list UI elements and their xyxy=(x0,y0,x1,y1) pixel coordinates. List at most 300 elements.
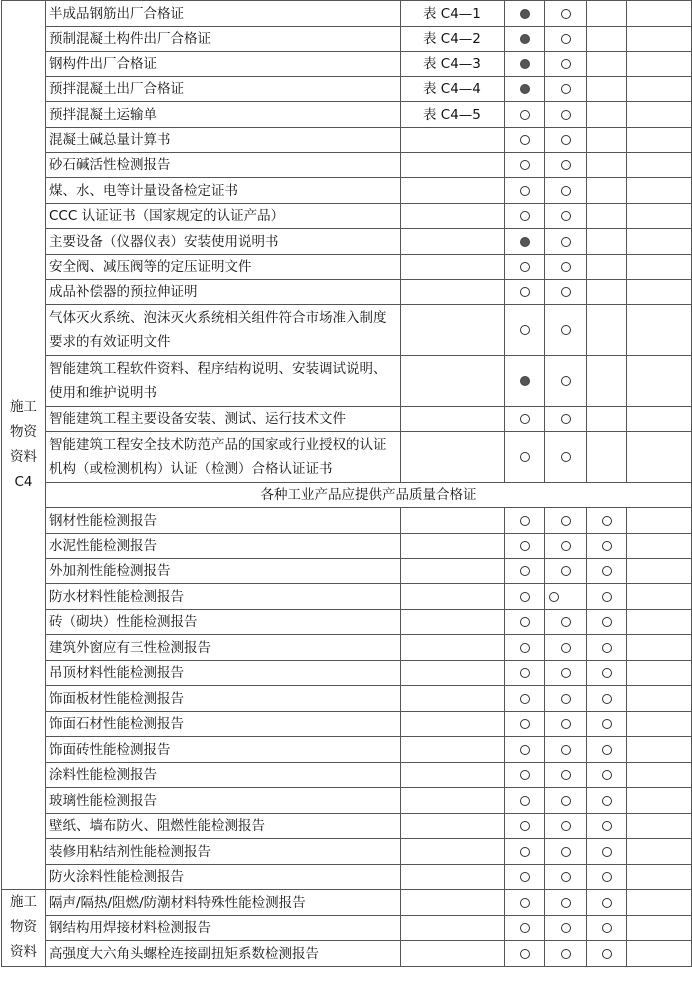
form-code xyxy=(401,584,505,610)
hollow-circle-icon xyxy=(561,668,571,678)
category-cell xyxy=(2,1,46,890)
hollow-circle-icon xyxy=(561,186,571,196)
mark-cell xyxy=(545,865,587,890)
hollow-circle-icon xyxy=(602,872,612,882)
mark-cell xyxy=(505,865,545,890)
mark-cell xyxy=(545,763,587,788)
hollow-circle-icon xyxy=(520,262,530,272)
mark-cell xyxy=(627,305,692,356)
hollow-circle-icon xyxy=(561,719,571,729)
mark-cell xyxy=(627,229,692,255)
section-row xyxy=(2,483,692,508)
item-name: 涂料性能检测报告 xyxy=(46,763,401,788)
item-name: 壁纸、墙布防火、阻燃性能检测报告 xyxy=(46,814,401,839)
hollow-circle-icon xyxy=(520,668,530,678)
mark-cell xyxy=(505,280,545,305)
table-row xyxy=(2,763,692,788)
mark-cell xyxy=(505,128,545,153)
category-label-line: 物资 xyxy=(10,919,37,935)
mark-cell xyxy=(545,128,587,153)
item-name: 装修用粘结剂性能检测报告 xyxy=(46,839,401,865)
mark-cell xyxy=(505,712,545,737)
mark-cell xyxy=(545,508,587,534)
mark-cell xyxy=(545,839,587,865)
mark-cell xyxy=(587,407,627,432)
hollow-circle-icon xyxy=(520,847,530,857)
mark-cell xyxy=(545,204,587,229)
hollow-circle-icon xyxy=(520,923,530,933)
mark-cell xyxy=(545,27,587,52)
item-name: 预拌混凝土出厂合格证 xyxy=(46,77,401,102)
mark-cell xyxy=(587,916,627,941)
mark-cell xyxy=(627,814,692,839)
hollow-circle-icon xyxy=(561,566,571,576)
mark-cell xyxy=(545,432,587,483)
mark-cell xyxy=(627,432,692,483)
mark-cell xyxy=(505,204,545,229)
hollow-circle-icon xyxy=(602,821,612,831)
table-row xyxy=(2,737,692,763)
hollow-circle-icon xyxy=(602,770,612,780)
mark-cell xyxy=(587,890,627,916)
item-name: 砖（砌块）性能检测报告 xyxy=(46,610,401,635)
mark-cell xyxy=(587,432,627,483)
hollow-circle-icon xyxy=(602,719,612,729)
form-code: 表 C4—3 xyxy=(401,52,505,77)
form-code xyxy=(401,788,505,814)
filled-circle-icon xyxy=(520,9,530,19)
mark-cell xyxy=(505,890,545,916)
mark-cell xyxy=(505,255,545,280)
hollow-circle-icon xyxy=(520,821,530,831)
hollow-circle-icon xyxy=(561,325,571,335)
mark-cell xyxy=(627,916,692,941)
mark-cell xyxy=(505,102,545,128)
item-name: 水泥性能检测报告 xyxy=(46,534,401,559)
mark-cell xyxy=(627,508,692,534)
mark-cell xyxy=(505,559,545,584)
mark-cell xyxy=(505,407,545,432)
form-code xyxy=(401,508,505,534)
mark-cell xyxy=(587,865,627,890)
form-code xyxy=(401,178,505,204)
hollow-circle-icon xyxy=(520,452,530,462)
form-code xyxy=(401,686,505,712)
mark-cell xyxy=(587,788,627,814)
filled-circle-icon xyxy=(520,376,530,386)
mark-cell xyxy=(627,407,692,432)
hollow-circle-icon xyxy=(561,135,571,145)
item-name: 混凝土碱总量计算书 xyxy=(46,128,401,153)
form-code xyxy=(401,204,505,229)
hollow-circle-icon xyxy=(602,923,612,933)
hollow-circle-icon xyxy=(561,898,571,908)
hollow-circle-icon xyxy=(561,516,571,526)
hollow-circle-icon xyxy=(520,135,530,145)
mark-cell xyxy=(627,788,692,814)
form-code xyxy=(401,916,505,941)
table-row xyxy=(2,916,692,941)
table-row xyxy=(2,27,692,52)
item-name: 半成品钢筋出厂合格证 xyxy=(46,1,401,27)
hollow-circle-icon xyxy=(520,186,530,196)
mark-cell xyxy=(627,661,692,686)
hollow-circle-icon xyxy=(520,898,530,908)
form-code: 表 C4—1 xyxy=(401,1,505,27)
table-row xyxy=(2,305,692,356)
mark-cell xyxy=(587,229,627,255)
hollow-circle-icon xyxy=(520,160,530,170)
mark-cell xyxy=(587,178,627,204)
hollow-circle-icon xyxy=(520,872,530,882)
form-code xyxy=(401,661,505,686)
mark-cell xyxy=(505,229,545,255)
hollow-circle-icon xyxy=(561,84,571,94)
mark-cell xyxy=(627,178,692,204)
category-label-line: 施工 xyxy=(10,894,37,910)
item-name: 外加剂性能检测报告 xyxy=(46,559,401,584)
mark-cell xyxy=(627,610,692,635)
mark-cell xyxy=(627,1,692,27)
mark-cell xyxy=(627,204,692,229)
filled-circle-icon xyxy=(520,34,530,44)
mark-cell xyxy=(627,839,692,865)
hollow-circle-icon xyxy=(520,770,530,780)
hollow-circle-icon xyxy=(602,898,612,908)
hollow-circle-icon xyxy=(520,541,530,551)
hollow-circle-icon xyxy=(561,847,571,857)
hollow-circle-icon xyxy=(561,541,571,551)
mark-cell xyxy=(587,52,627,77)
mark-cell xyxy=(545,534,587,559)
table-row xyxy=(2,661,692,686)
item-name: 智能建筑工程软件资料、程序结构说明、安装调试说明、使用和维护说明书 xyxy=(46,356,401,407)
mark-cell xyxy=(545,153,587,178)
mark-cell xyxy=(627,737,692,763)
category-label-line: 施工 xyxy=(10,399,37,415)
hollow-circle-icon xyxy=(520,414,530,424)
item-name: 煤、水、电等计量设备检定证书 xyxy=(46,178,401,204)
item-name: 钢结构用焊接材料检测报告 xyxy=(46,916,401,941)
item-name: 防水材料性能检测报告 xyxy=(46,584,401,610)
mark-cell xyxy=(587,128,627,153)
mark-cell xyxy=(587,356,627,407)
item-name: 气体灭火系统、泡沫灭火系统相关组件符合市场准入制度要求的有效证明文件 xyxy=(46,305,401,356)
hollow-circle-icon xyxy=(561,34,571,44)
mark-cell xyxy=(505,737,545,763)
mark-cell xyxy=(545,814,587,839)
mark-cell xyxy=(545,890,587,916)
item-name: CCC 认证证书（国家规定的认证产品） xyxy=(46,204,401,229)
mark-cell xyxy=(627,890,692,916)
mark-cell xyxy=(587,661,627,686)
mark-cell xyxy=(587,280,627,305)
table-row xyxy=(2,686,692,712)
mark-cell xyxy=(505,661,545,686)
mark-cell xyxy=(587,305,627,356)
hollow-circle-icon xyxy=(561,617,571,627)
mark-cell xyxy=(545,916,587,941)
item-name: 饰面砖性能检测报告 xyxy=(46,737,401,763)
hollow-circle-icon xyxy=(520,110,530,120)
mark-cell xyxy=(587,763,627,788)
table-row xyxy=(2,865,692,890)
table-row xyxy=(2,77,692,102)
mark-cell xyxy=(545,941,587,967)
item-name: 安全阀、减压阀等的定压证明文件 xyxy=(46,255,401,280)
item-name: 隔声/隔热/阻燃/防潮材料特殊性能检测报告 xyxy=(46,890,401,916)
item-name: 饰面板材性能检测报告 xyxy=(46,686,401,712)
hollow-circle-icon xyxy=(520,516,530,526)
mark-cell xyxy=(545,52,587,77)
hollow-circle-icon xyxy=(561,643,571,653)
table-row xyxy=(2,814,692,839)
mark-cell xyxy=(587,204,627,229)
hollow-circle-icon xyxy=(561,949,571,959)
mark-cell xyxy=(505,788,545,814)
hollow-circle-icon xyxy=(520,643,530,653)
mark-cell xyxy=(545,635,587,661)
hollow-circle-icon xyxy=(602,668,612,678)
mark-cell xyxy=(587,712,627,737)
mark-cell xyxy=(505,508,545,534)
hollow-circle-icon xyxy=(561,745,571,755)
hollow-circle-icon xyxy=(602,643,612,653)
hollow-circle-icon xyxy=(602,796,612,806)
item-name: 钢构件出厂合格证 xyxy=(46,52,401,77)
section-title: 各种工业产品应提供产品质量合格证 xyxy=(46,483,692,508)
hollow-circle-icon xyxy=(602,847,612,857)
table-row xyxy=(2,128,692,153)
mark-cell xyxy=(545,229,587,255)
mark-cell xyxy=(587,839,627,865)
form-code xyxy=(401,356,505,407)
mark-cell xyxy=(545,305,587,356)
mark-cell xyxy=(505,686,545,712)
mark-cell xyxy=(545,712,587,737)
mark-cell xyxy=(587,635,627,661)
filled-circle-icon xyxy=(520,237,530,247)
hollow-circle-icon xyxy=(561,160,571,170)
hollow-circle-icon xyxy=(520,211,530,221)
mark-cell xyxy=(587,559,627,584)
table-row xyxy=(2,839,692,865)
mark-cell xyxy=(505,916,545,941)
hollow-circle-icon xyxy=(520,325,530,335)
mark-cell xyxy=(545,610,587,635)
mark-cell xyxy=(545,686,587,712)
hollow-circle-icon xyxy=(561,211,571,221)
table-row xyxy=(2,559,692,584)
item-name: 预拌混凝土运输单 xyxy=(46,102,401,128)
form-code: 表 C4—5 xyxy=(401,102,505,128)
mark-cell xyxy=(587,102,627,128)
form-code xyxy=(401,737,505,763)
mark-cell xyxy=(627,534,692,559)
mark-cell xyxy=(505,635,545,661)
item-name: 吊顶材料性能检测报告 xyxy=(46,661,401,686)
mark-cell xyxy=(587,508,627,534)
table-row xyxy=(2,229,692,255)
mark-cell xyxy=(505,27,545,52)
mark-cell xyxy=(627,280,692,305)
form-code xyxy=(401,255,505,280)
hollow-circle-icon xyxy=(549,592,559,602)
filled-circle-icon xyxy=(520,59,530,69)
table-row xyxy=(2,610,692,635)
mark-cell xyxy=(545,1,587,27)
mark-cell xyxy=(627,584,692,610)
mark-cell xyxy=(627,153,692,178)
mark-cell xyxy=(627,356,692,407)
table-row xyxy=(2,102,692,128)
mark-cell xyxy=(587,737,627,763)
form-code: 表 C4—2 xyxy=(401,27,505,52)
mark-cell xyxy=(545,356,587,407)
hollow-circle-icon xyxy=(602,745,612,755)
form-code: 表 C4—4 xyxy=(401,77,505,102)
table-row xyxy=(2,356,692,407)
hollow-circle-icon xyxy=(561,414,571,424)
item-name: 高强度大六角头螺栓连接副扭矩系数检测报告 xyxy=(46,941,401,967)
mark-cell xyxy=(627,77,692,102)
mark-cell xyxy=(627,27,692,52)
hollow-circle-icon xyxy=(520,949,530,959)
mark-cell xyxy=(587,153,627,178)
category-label-line: 资料 xyxy=(10,449,37,465)
hollow-circle-icon xyxy=(520,796,530,806)
hollow-circle-icon xyxy=(602,949,612,959)
category-cell xyxy=(2,890,46,967)
hollow-circle-icon xyxy=(561,872,571,882)
mark-cell xyxy=(627,635,692,661)
form-code xyxy=(401,407,505,432)
hollow-circle-icon xyxy=(561,923,571,933)
mark-cell xyxy=(505,584,545,610)
mark-cell xyxy=(545,407,587,432)
mark-cell xyxy=(627,686,692,712)
hollow-circle-icon xyxy=(561,821,571,831)
hollow-circle-icon xyxy=(602,541,612,551)
mark-cell xyxy=(505,52,545,77)
table-row xyxy=(2,508,692,534)
mark-cell xyxy=(545,77,587,102)
form-code xyxy=(401,128,505,153)
hollow-circle-icon xyxy=(602,617,612,627)
hollow-circle-icon xyxy=(520,287,530,297)
hollow-circle-icon xyxy=(520,745,530,755)
mark-cell xyxy=(587,534,627,559)
form-code xyxy=(401,712,505,737)
table-row xyxy=(2,1,692,27)
mark-cell xyxy=(505,305,545,356)
item-name: 饰面石材性能检测报告 xyxy=(46,712,401,737)
hollow-circle-icon xyxy=(602,592,612,602)
hollow-circle-icon xyxy=(520,592,530,602)
hollow-circle-icon xyxy=(561,796,571,806)
mark-cell xyxy=(505,432,545,483)
table-row xyxy=(2,178,692,204)
mark-cell xyxy=(627,763,692,788)
hollow-circle-icon xyxy=(520,719,530,729)
mark-cell xyxy=(545,280,587,305)
mark-cell xyxy=(505,356,545,407)
form-code xyxy=(401,610,505,635)
form-code xyxy=(401,280,505,305)
table-row xyxy=(2,432,692,483)
form-code xyxy=(401,763,505,788)
hollow-circle-icon xyxy=(602,516,612,526)
mark-cell xyxy=(545,178,587,204)
category-label-line: 资料 xyxy=(10,944,37,960)
table-row xyxy=(2,712,692,737)
form-code xyxy=(401,635,505,661)
mark-cell xyxy=(545,788,587,814)
mark-cell xyxy=(545,661,587,686)
hollow-circle-icon xyxy=(561,59,571,69)
mark-cell xyxy=(627,102,692,128)
mark-cell xyxy=(545,584,587,610)
mark-cell xyxy=(587,584,627,610)
table-row xyxy=(2,534,692,559)
table-row xyxy=(2,52,692,77)
mark-cell xyxy=(505,610,545,635)
form-code xyxy=(401,839,505,865)
mark-cell xyxy=(505,941,545,967)
item-name: 主要设备（仪器仪表）安装使用说明书 xyxy=(46,229,401,255)
item-name: 智能建筑工程安全技术防范产品的国家或行业授权的认证机构（或检测机构）认证（检测）合格认证证书 xyxy=(46,432,401,483)
table-row xyxy=(2,407,692,432)
item-name: 防火涂料性能检测报告 xyxy=(46,865,401,890)
materials-table xyxy=(1,0,692,967)
hollow-circle-icon xyxy=(561,110,571,120)
mark-cell xyxy=(627,941,692,967)
hollow-circle-icon xyxy=(520,694,530,704)
mark-cell xyxy=(587,814,627,839)
hollow-circle-icon xyxy=(561,376,571,386)
mark-cell xyxy=(627,865,692,890)
hollow-circle-icon xyxy=(561,9,571,19)
mark-cell xyxy=(505,77,545,102)
hollow-circle-icon xyxy=(602,566,612,576)
hollow-circle-icon xyxy=(520,617,530,627)
mark-cell xyxy=(587,77,627,102)
table-row xyxy=(2,635,692,661)
form-code xyxy=(401,941,505,967)
mark-cell xyxy=(545,255,587,280)
table-row xyxy=(2,153,692,178)
mark-cell xyxy=(505,763,545,788)
mark-cell xyxy=(627,559,692,584)
item-name: 预制混凝土构件出厂合格证 xyxy=(46,27,401,52)
hollow-circle-icon xyxy=(561,770,571,780)
item-name: 智能建筑工程主要设备安装、测试、运行技术文件 xyxy=(46,407,401,432)
table-row xyxy=(2,204,692,229)
item-name: 玻璃性能检测报告 xyxy=(46,788,401,814)
category-label-line: 物资 xyxy=(10,424,37,440)
mark-cell xyxy=(587,1,627,27)
form-code xyxy=(401,559,505,584)
table-row xyxy=(2,255,692,280)
form-code xyxy=(401,153,505,178)
hollow-circle-icon xyxy=(561,262,571,272)
mark-cell xyxy=(545,737,587,763)
hollow-circle-icon xyxy=(602,694,612,704)
form-code xyxy=(401,865,505,890)
mark-cell xyxy=(505,178,545,204)
mark-cell xyxy=(505,1,545,27)
form-code xyxy=(401,890,505,916)
